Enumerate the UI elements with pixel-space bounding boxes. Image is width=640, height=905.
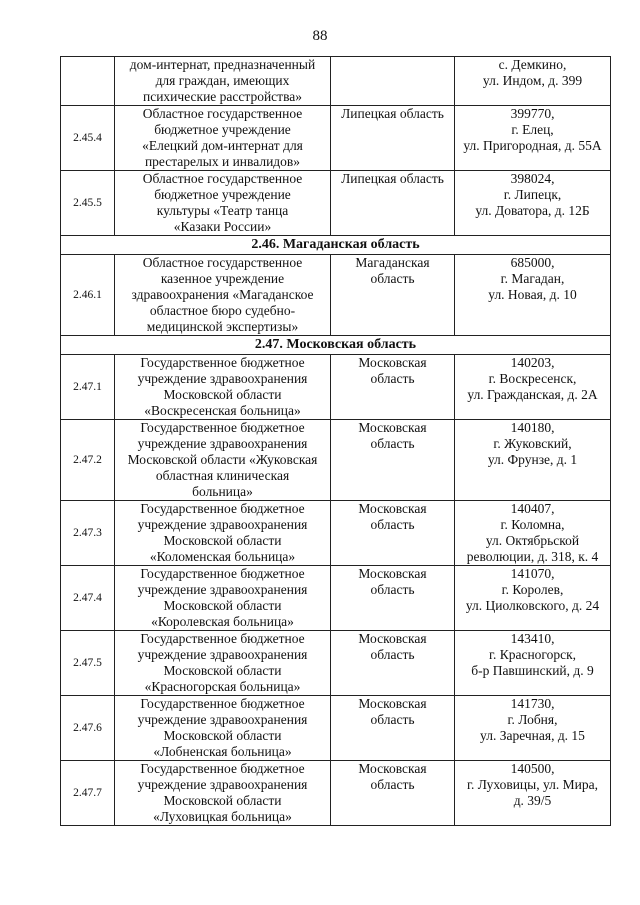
institution-name: Государственное бюджетное учреждение здравоохранения Московской области «Красногорская больница» <box>115 631 331 696</box>
table-row <box>61 761 611 826</box>
section-heading: 2.47. Московская область <box>61 336 611 355</box>
institution-name: Государственное бюджетное учреждение здравоохранения Московской области «Лобненская больница» <box>115 696 331 761</box>
row-number: 2.47.3 <box>61 501 115 566</box>
address: 399770, г. Елец, ул. Пригородная, д. 55А <box>455 106 611 171</box>
table-row <box>61 420 611 501</box>
region: Московская область <box>331 355 455 420</box>
page-number: 88 <box>312 28 328 44</box>
table-row <box>61 696 611 761</box>
region: Московская область <box>331 761 455 826</box>
institution-name: Областное государственное казенное учреждение здравоохранения «Магаданское областное бюро судебно- медицинской экспертизы» <box>115 255 331 336</box>
table-row <box>61 355 611 420</box>
region: Московская область <box>331 696 455 761</box>
row-number <box>61 57 115 106</box>
row-number: 2.47.4 <box>61 566 115 631</box>
section-row <box>61 236 611 255</box>
address: 140500, г. Луховицы, ул. Мира, д. 39/5 <box>455 761 611 826</box>
institution-name: дом-интернат, предназначенный для граждан, имеющих психические расстройства» <box>115 57 331 106</box>
region: Липецкая область <box>331 171 455 236</box>
address: 141070, г. Королев, ул. Циолковского, д. 24 <box>455 566 611 631</box>
institution-name: Государственное бюджетное учреждение здравоохранения Московской области «Коломенская больница» <box>115 501 331 566</box>
region: Московская область <box>331 420 455 501</box>
address: 140180, г. Жуковский, ул. Фрунзе, д. 1 <box>455 420 611 501</box>
section-heading: 2.46. Магаданская область <box>61 236 611 255</box>
institution-name: Государственное бюджетное учреждение здравоохранения Московской области «Воскресенская больница» <box>115 355 331 420</box>
table-row <box>61 501 611 566</box>
institution-name: Государственное бюджетное учреждение здравоохранения Московской области «Королевская больница» <box>115 566 331 631</box>
institutions-table-body <box>61 57 611 826</box>
table-row <box>61 171 611 236</box>
row-number: 2.46.1 <box>61 255 115 336</box>
institution-name: Областное государственное бюджетное учреждение «Елецкий дом-интернат для престарелых и инвалидов» <box>115 106 331 171</box>
region: Московская область <box>331 631 455 696</box>
row-number: 2.47.7 <box>61 761 115 826</box>
table-row <box>61 631 611 696</box>
table-row <box>61 57 611 106</box>
address: 685000, г. Магадан, ул. Новая, д. 10 <box>455 255 611 336</box>
address: 143410, г. Красногорск, б-р Павшинский, д. 9 <box>455 631 611 696</box>
table-row <box>61 106 611 171</box>
row-number: 2.47.1 <box>61 355 115 420</box>
address: с. Демкино, ул. Индом, д. 399 <box>455 57 611 106</box>
row-number: 2.47.2 <box>61 420 115 501</box>
region <box>331 57 455 106</box>
table-row <box>61 566 611 631</box>
region: Московская область <box>331 566 455 631</box>
institution-name: Областное государственное бюджетное учреждение культуры «Театр танца «Казаки России» <box>115 171 331 236</box>
row-number: 2.45.5 <box>61 171 115 236</box>
region: Липецкая область <box>331 106 455 171</box>
institution-name: Государственное бюджетное учреждение здравоохранения Московской области «Жуковская областная клиническая больница» <box>115 420 331 501</box>
institution-name: Государственное бюджетное учреждение здравоохранения Московской области «Луховицкая больница» <box>115 761 331 826</box>
row-number: 2.47.6 <box>61 696 115 761</box>
address: 141730, г. Лобня, ул. Заречная, д. 15 <box>455 696 611 761</box>
address: 398024, г. Липецк, ул. Доватора, д. 12Б <box>455 171 611 236</box>
institutions-table <box>60 56 611 826</box>
region: Московская область <box>331 501 455 566</box>
region: Магаданская область <box>331 255 455 336</box>
row-number: 2.45.4 <box>61 106 115 171</box>
section-row <box>61 336 611 355</box>
table-row <box>61 255 611 336</box>
address: 140203, г. Воскресенск, ул. Гражданская, д. 2А <box>455 355 611 420</box>
address: 140407, г. Коломна, ул. Октябрьской революции, д. 318, к. 4 <box>455 501 611 566</box>
row-number: 2.47.5 <box>61 631 115 696</box>
